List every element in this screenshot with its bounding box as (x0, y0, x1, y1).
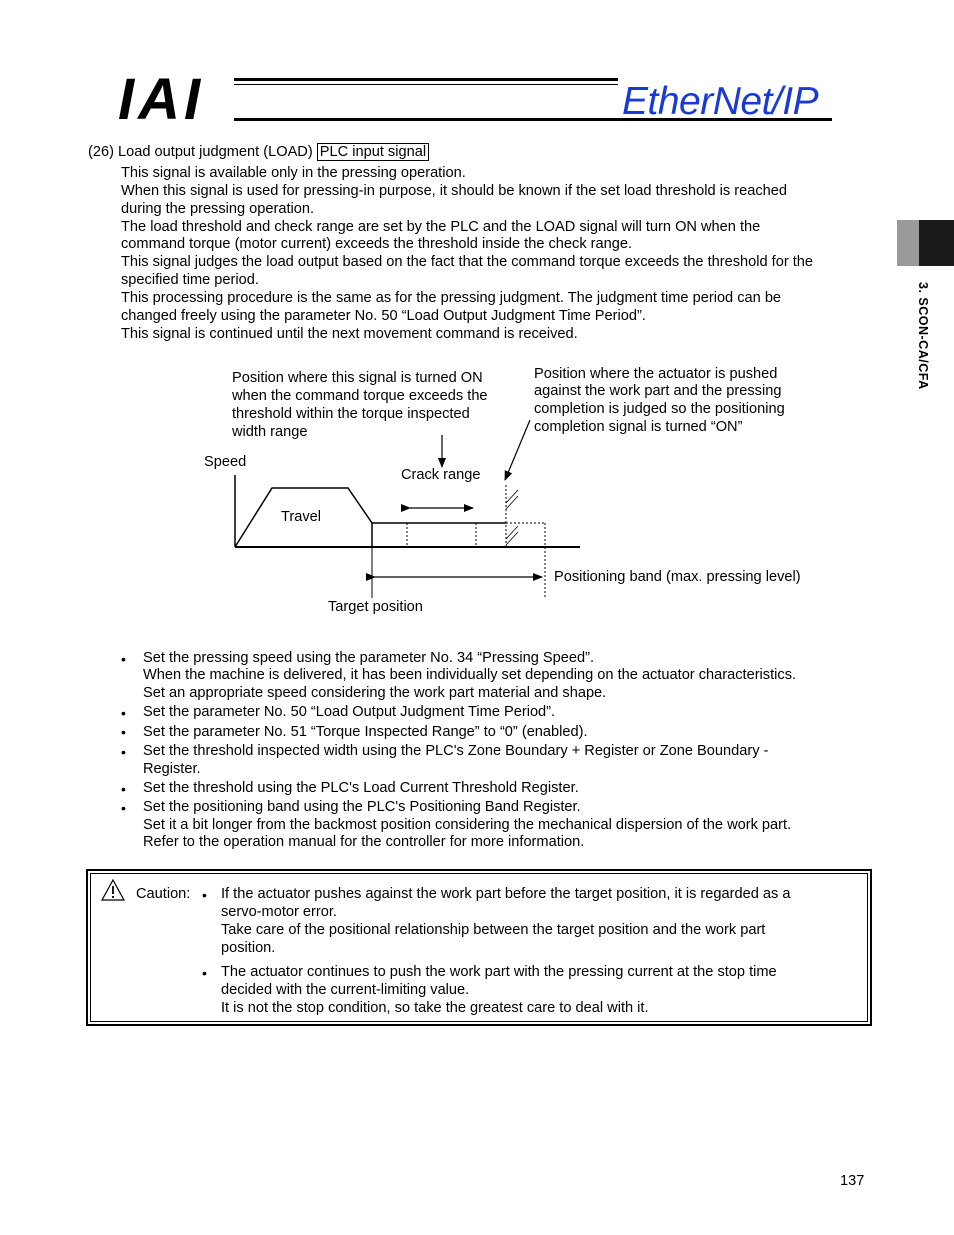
caution-line: servo-motor error. (221, 904, 337, 920)
bullet-line: Register. (143, 761, 201, 777)
bullet-line: Set the parameter No. 51 “Torque Inspected Range” to “0” (enabled). (143, 724, 588, 740)
caution-label: Caution: (136, 886, 191, 902)
body-line: When this signal is used for pressing-in purpose, it should be known if the set load threshold is reached (121, 183, 788, 199)
caution-line: It is not the stop condition, so take the greatest care to deal with it. (221, 1000, 649, 1016)
bullet-dot: • (121, 651, 126, 667)
bullet-dot: • (121, 705, 126, 721)
travel-label: Travel (281, 509, 322, 525)
caution-line: position. (221, 940, 276, 956)
body-line: This signal judges the load output based on the fact that the command torque exceeds the threshold for the (121, 254, 814, 270)
section-title: (26) Load output judgment (LOAD) (88, 144, 313, 160)
body-line: changed freely using the parameter No. 50 “Load Output Judgment Time Period”. (121, 308, 646, 324)
bullet-line: Set the positioning band using the PLC's Positioning Band Register. (143, 799, 581, 815)
bullet-dot: • (121, 744, 126, 760)
warning-triangle-icon (101, 879, 125, 901)
callout-left-line: threshold within the torque inspected (232, 406, 470, 422)
body-line: This signal is available only in the pressing operation. (121, 165, 466, 181)
bullet-line: Set the threshold using the PLC's Load Current Threshold Register. (143, 780, 579, 796)
bullet-line: Set an appropriate speed considering the work part material and shape. (143, 685, 607, 701)
signal-type-box: PLC input signal (317, 143, 429, 161)
bullet-line: When the machine is delivered, it has been individually set depending on the actuator characteristics. (143, 667, 797, 683)
bullet-line: Set the pressing speed using the parameter No. 34 “Pressing Speed”. (143, 650, 595, 666)
completion-arrow (505, 420, 530, 480)
crack-range-label: Crack range (401, 467, 481, 483)
caution-bullet-dot: • (202, 887, 207, 903)
bullet-dot: • (121, 724, 126, 740)
body-line: This processing procedure is the same as for the pressing judgment. The judgment time period can be (121, 290, 782, 306)
callout-left-line: when the command torque exceeds the (232, 388, 488, 404)
caution-line: decided with the current-limiting value. (221, 982, 470, 998)
body-line: This signal is continued until the next movement command is received. (121, 326, 578, 342)
bullet-dot: • (121, 781, 126, 797)
callout-right-line: against the work part and the pressing (534, 383, 782, 399)
body-line: specified time period. (121, 272, 259, 288)
speed-label: Speed (204, 454, 247, 470)
caution-bullet-dot: • (202, 965, 207, 981)
bullet-line: Refer to the operation manual for the controller for more information. (143, 834, 585, 850)
body-line: command torque (motor current) exceeds the threshold inside the check range. (121, 236, 633, 252)
bullet-dot: • (121, 800, 126, 816)
callout-right-line: Position where the actuator is pushed (534, 366, 778, 382)
callout-left-line: width range (232, 424, 308, 440)
chapter-side-label: 3. SCON-CA/CFA (916, 282, 930, 390)
bullet-line: Set it a bit longer from the backmost position considering the mechanical dispersion of the work part. (143, 817, 792, 833)
iai-logo: IAI (118, 67, 205, 132)
bullet-line: Set the parameter No. 50 “Load Output Judgment Time Period”. (143, 704, 556, 720)
work-part-hatch (506, 490, 518, 545)
caution-line: If the actuator pushes against the work part before the target position, it is regarded as a (221, 886, 791, 902)
body-line: during the pressing operation. (121, 201, 315, 217)
callout-left-line: Position where this signal is turned ON (232, 370, 483, 386)
caution-line: Take care of the positional relationship between the target position and the work part (221, 922, 766, 938)
ethernet-ip-logo: EtherNet/IP (622, 80, 819, 123)
positioning-band-label: Positioning band (max. pressing level) (554, 569, 801, 585)
caution-line: The actuator continues to push the work part with the pressing current at the stop time (221, 964, 777, 980)
body-line: The load threshold and check range are set by the PLC and the LOAD signal will turn ON when the (121, 219, 761, 235)
page-number: 137 (840, 1173, 865, 1189)
callout-right-line: completion signal is turned “ON” (534, 419, 743, 435)
callout-right-line: completion is judged so the positioning (534, 401, 785, 417)
target-position-label: Target position (328, 599, 423, 615)
bullet-line: Set the threshold inspected width using the PLC's Zone Boundary + Register or Zone Boundary - (143, 743, 769, 759)
